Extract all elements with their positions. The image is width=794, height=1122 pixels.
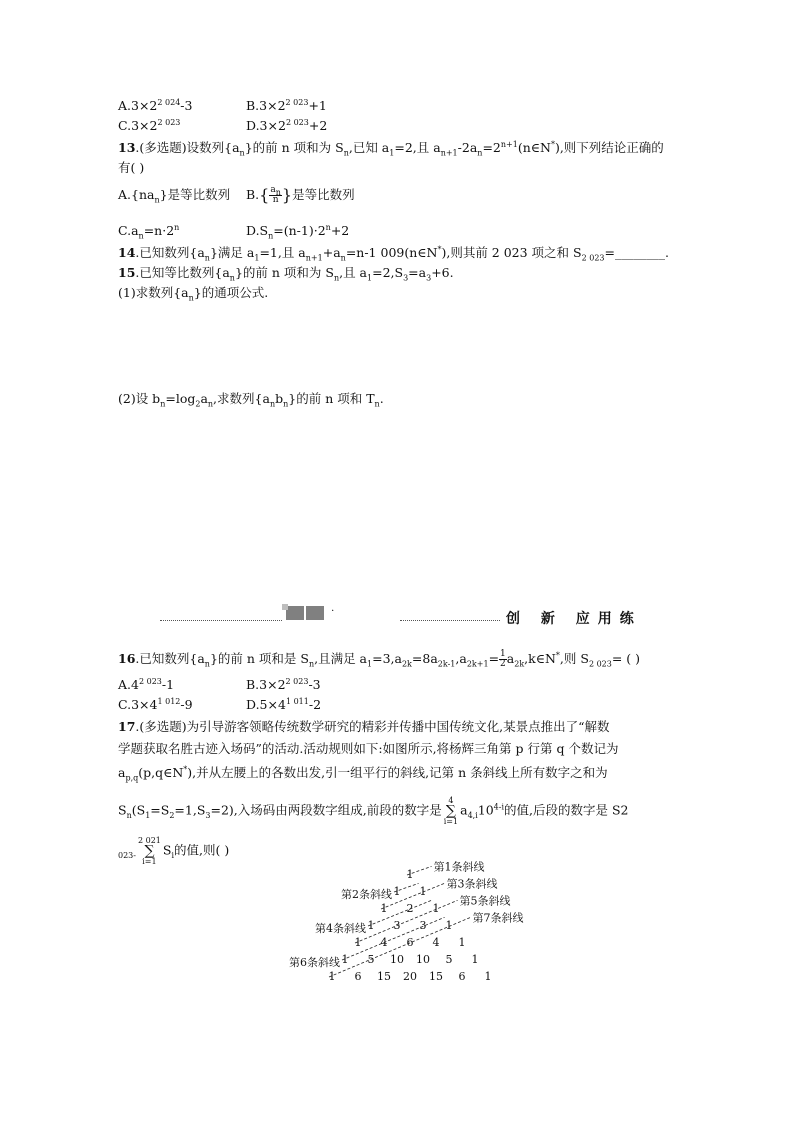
triangle-number: 4 bbox=[380, 936, 388, 949]
q12-option-b[interactable]: $B.3\times 2^{2 023}+1$ bbox=[246, 97, 327, 113]
triangle-number: 20 bbox=[403, 970, 417, 983]
yanghui-triangle-figure bbox=[282, 860, 524, 992]
q17-stem-line5: $_{023-}$2 021 ∑ $i=1S_i$的值,则( ) bbox=[118, 836, 230, 866]
q15-stem: 15.已知等比数列$\{a_n\}$的前 n 项和为 $S_n$,且 $a_1=2,S_3=a_3+6$. bbox=[118, 265, 454, 283]
triangle-number: 1 bbox=[393, 885, 401, 898]
triangle-number: 1 bbox=[354, 936, 362, 949]
dotted-rule-right bbox=[400, 620, 500, 621]
diagonal-label: 第5条斜线 bbox=[459, 894, 511, 908]
triangle-number: 15 bbox=[377, 970, 391, 983]
diagonal-label: 第7条斜线 bbox=[472, 911, 524, 925]
q13-stem-line1: 13.(多选题)设数列$\{a_n\}$的前 n 项和为 $S_n$,已知 $a_1=2$,且 $a_{n+1}-2a_n=2^{n+1}(n\in N^*)$,则下列结论正确的 bbox=[118, 139, 664, 158]
triangle-number: 1 bbox=[445, 919, 453, 932]
triangle-number: 6 bbox=[458, 970, 466, 983]
triangle-number: 1 bbox=[328, 970, 336, 983]
diagonal-label: 第4条斜线 bbox=[315, 922, 366, 935]
triangle-number: 1 bbox=[341, 953, 349, 966]
diagonal-label: 第1条斜线 bbox=[433, 860, 485, 874]
q16-options-row1 bbox=[118, 676, 374, 694]
dotted-rule-left bbox=[160, 620, 282, 621]
q15-part1: (1)求数列$\{a_n\}$的通项公式. bbox=[118, 285, 269, 303]
q16-stem: 16.已知数列$\{a_n\}$的前 n 项和是 $S_n$,且满足 $a_1=3,a_{2k}=8a_{2k-1},a_{2k+1}=$ $\frac{1}{2}$ $a_{2k},k\in N^*$,则 $S_{2 023}=$ ( ) bbox=[118, 649, 641, 669]
q13-option-b[interactable]: B.{ $\frac{a_n}{n}$ }是等比数列 bbox=[246, 185, 355, 205]
q13-option-a[interactable]: $A.\{na_n\}$是等比数列 bbox=[118, 187, 231, 205]
q12-options-row2 bbox=[118, 117, 374, 135]
q13-options-row2 bbox=[118, 222, 349, 240]
triangle-number: 3 bbox=[419, 919, 427, 932]
q13-option-d[interactable]: $D.S_n=(n-1)\cdot 2^n+2$ bbox=[246, 222, 350, 241]
q16-options-row2 bbox=[118, 696, 374, 714]
q16-option-a[interactable]: $A.4^{2 023}-1$ bbox=[118, 676, 175, 692]
triangle-number: 6 bbox=[354, 970, 362, 983]
triangle-number: 2 bbox=[406, 902, 414, 915]
diagonal-label: 第6条斜线 bbox=[289, 956, 340, 969]
q16-option-c[interactable]: $C.3\times 4^{1 012}-9$ bbox=[118, 696, 193, 712]
q13-option-c[interactable]: $C.a_n=n\cdot 2^n$ bbox=[118, 222, 180, 241]
q17-stem-line4: $S_n(S_1=S_2=1,S_3=2)$,入场码由两段数字组成,前段的数字是4 ∑ $i=1a_{4,i}10^{4-i}$的值,后段的数字是 S2 bbox=[118, 796, 629, 826]
triangle-number: 15 bbox=[429, 970, 443, 983]
diagonal-label: 第3条斜线 bbox=[446, 877, 498, 891]
triangle-number: 10 bbox=[416, 953, 430, 966]
q13-stem-line2: 有( ) bbox=[118, 160, 145, 175]
triangle-number: 5 bbox=[367, 953, 375, 966]
triangle-number: 1 bbox=[406, 868, 414, 881]
triangle-number: 1 bbox=[367, 919, 375, 932]
q16-option-b[interactable]: $B.3\times 2^{2 023}-3$ bbox=[246, 676, 321, 692]
triangle-number: 1 bbox=[419, 885, 427, 898]
section-badge: · bbox=[286, 606, 334, 625]
triangle-number: 5 bbox=[445, 953, 453, 966]
q16-option-d[interactable]: $D.5\times 4^{1 011}-2$ bbox=[246, 696, 322, 712]
section-divider bbox=[160, 606, 642, 628]
q15-part2: (2)设 $b_n=\log_2a_n$,求数列$\{a_nb_n\}$的前 n 项和 $T_n$. bbox=[118, 391, 384, 409]
triangle-number: 1 bbox=[458, 936, 466, 949]
triangle-number: 1 bbox=[484, 970, 492, 983]
q12-option-d[interactable]: $D.3\times 2^{2 023}+2$ bbox=[246, 117, 328, 133]
q12-options-row1 bbox=[118, 97, 374, 115]
triangle-number: 1 bbox=[471, 953, 479, 966]
triangle-number: 1 bbox=[380, 902, 388, 915]
q17-stem-line1: 17.(多选题)为引导游客领略传统数学研究的精彩并传播中国传统文化,某景点推出了“解数 bbox=[118, 719, 610, 734]
section-title: 创 新 应用练 bbox=[506, 611, 642, 627]
triangle-number: 4 bbox=[432, 936, 440, 949]
q17-stem-line3: $a_{p,q}(p,q\in N^*)$,并从左腰上的各数出发,引一组平行的斜线,记第 n 条斜线上所有数字之和为 bbox=[118, 764, 608, 783]
triangle-number: 1 bbox=[432, 902, 440, 915]
q17-stem-line2: 学题获取名胜古迹入场码”的活动.活动规则如下:如图所示,将杨辉三角第 p 行第 q 个数记为 bbox=[118, 741, 619, 756]
triangle-number: 3 bbox=[393, 919, 401, 932]
triangle-number: 6 bbox=[406, 936, 414, 949]
q13-options-row1 bbox=[118, 186, 355, 205]
q12-option-a[interactable]: $A.3\times 2^{2 024}-3$ bbox=[118, 97, 193, 113]
q12-option-c[interactable]: $C.3\times 2^{2 023}$ bbox=[118, 117, 181, 133]
diagonal-label: 第2条斜线 bbox=[341, 888, 392, 901]
triangle-number: 10 bbox=[390, 953, 404, 966]
q14-stem: 14.已知数列$\{a_n\}$满足 $a_1=1$,且 $a_{n+1}+a_n=n-1$ 009(n∈N*),则其前 2 023 项之和 $S_{2 023}=\_\_\_\_\_\_\_\_$. bbox=[118, 244, 669, 263]
